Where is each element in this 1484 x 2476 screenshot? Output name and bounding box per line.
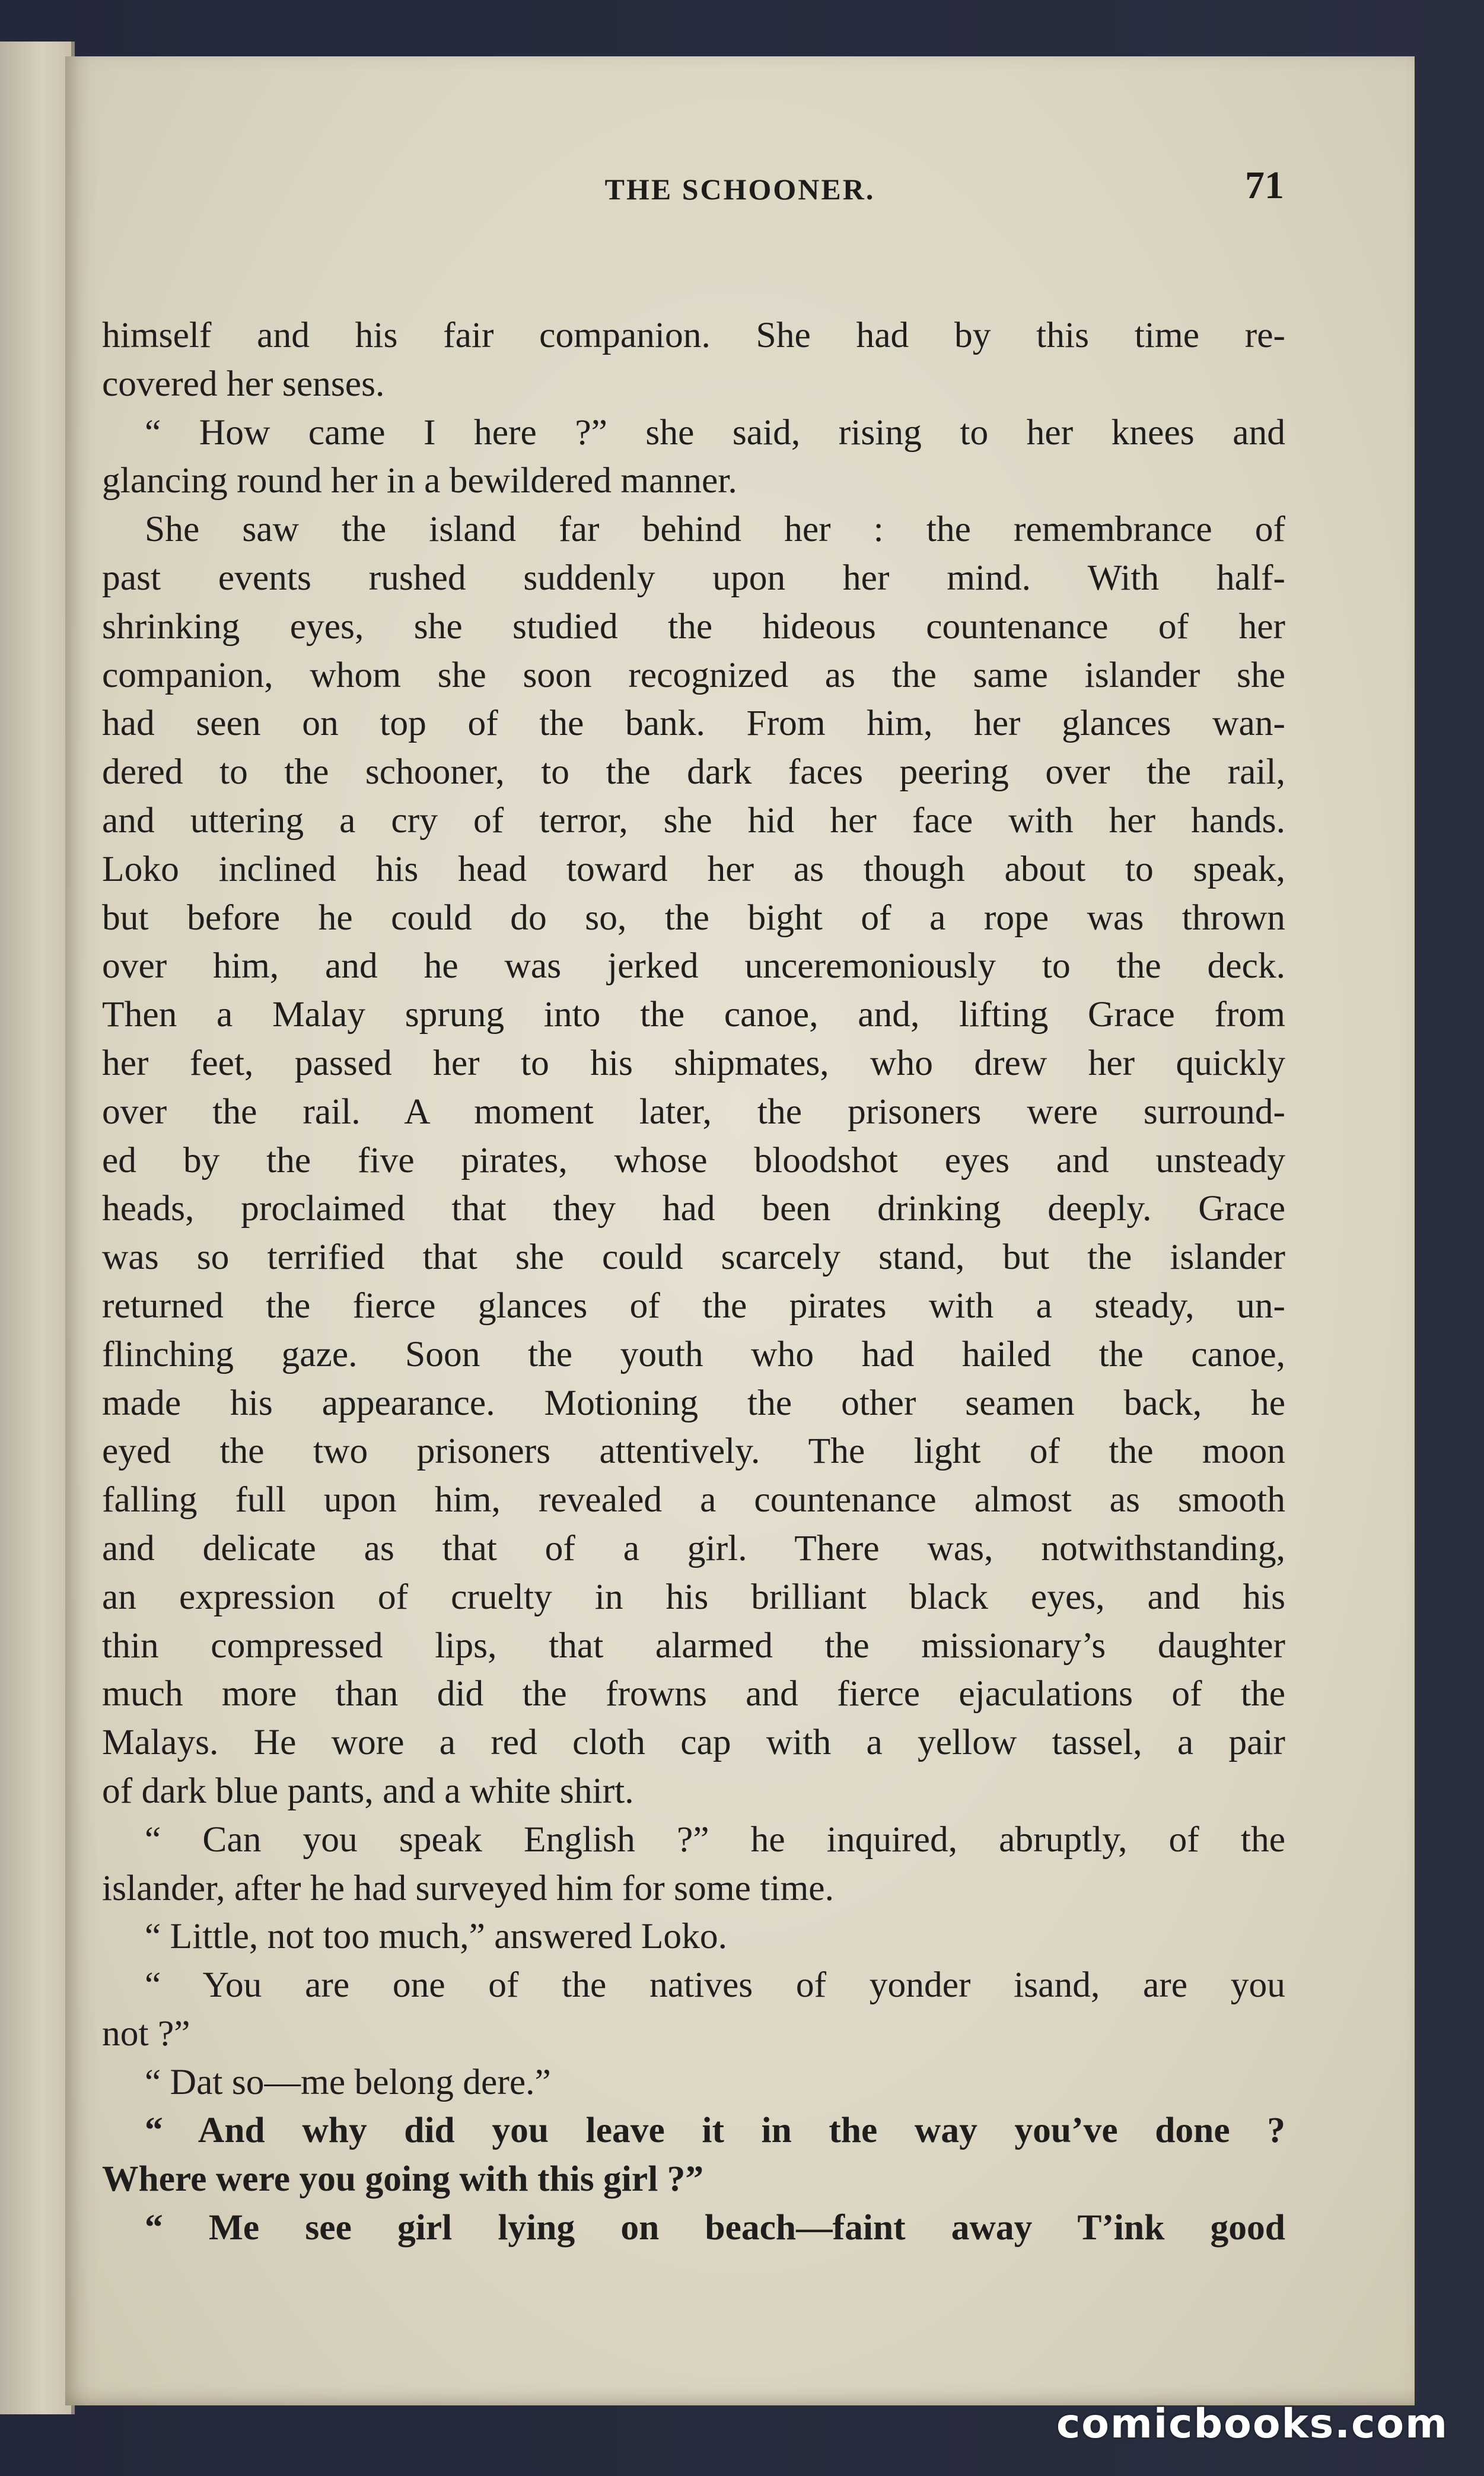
text-line: was so terrified that she could scarcely stand, but the islander	[102, 1237, 1285, 1278]
text-line: much more than did the frowns and fierce ejaculations of the	[102, 1673, 1285, 1714]
text-line: shrinking eyes, she studied the hideous countenance of her	[102, 606, 1285, 647]
running-head: THE SCHOONER.	[604, 173, 875, 206]
text-line: Where were you going with this girl ?”	[102, 2159, 704, 2200]
text-line: had seen on top of the bank. From him, her glances wan-	[102, 703, 1285, 744]
text-line: “ Can you speak English ?” he inquired, abruptly, of the	[145, 1819, 1285, 1860]
text-line: ed by the five pirates, whose bloodshot eyes and unsteady	[102, 1140, 1285, 1180]
text-line: falling full upon him, revealed a countenance almost as smooth	[102, 1479, 1285, 1520]
text-line: past events rushed suddenly upon her mind. With half-	[102, 557, 1285, 598]
text-line: glancing round her in a bewildered manner.	[102, 460, 737, 501]
text-line: an expression of cruelty in his brilliant black eyes, and his	[102, 1576, 1285, 1617]
text-line: islander, after he had surveyed him for some time.	[102, 1867, 834, 1908]
text-line: her feet, passed her to his shipmates, who drew her quickly	[102, 1042, 1285, 1083]
text-line: flinching gaze. Soon the youth who had hailed the canoe,	[102, 1334, 1285, 1374]
text-line: “ And why did you leave it in the way you’ve done ?	[145, 2110, 1285, 2151]
page-number: 71	[1245, 164, 1284, 207]
text-line: over the rail. A moment later, the prisoners were surround-	[102, 1091, 1285, 1132]
text-line: Malays. He wore a red cloth cap with a yellow tassel, a pair	[102, 1722, 1285, 1763]
text-line: thin compressed lips, that alarmed the missionary’s daughter	[102, 1625, 1285, 1666]
text-line: covered her senses.	[102, 363, 385, 404]
site-watermark: comicbooks.com	[1056, 2401, 1448, 2448]
text-line: returned the fierce glances of the pirates with a steady, un-	[102, 1285, 1285, 1326]
text-line: companion, whom she soon recognized as the same islander she	[102, 654, 1285, 695]
text-line: “ You are one of the natives of yonder isand, are you	[145, 1965, 1285, 2006]
text-line: heads, proclaimed that they had been drinking deeply. Grace	[102, 1188, 1285, 1229]
text-line: dered to the schooner, to the dark faces peering over the rail,	[102, 752, 1285, 793]
previous-page-edge	[0, 42, 75, 2414]
text-line: She saw the island far behind her : the remembrance of	[145, 509, 1285, 550]
text-line: “ Dat so—me belong dere.”	[145, 2061, 551, 2102]
body-text	[102, 311, 1285, 2252]
text-line: “ Me see girl lying on beach—faint away T’ink good	[145, 2207, 1285, 2248]
text-line: over him, and he was jerked unceremoniously to the deck.	[102, 946, 1285, 986]
text-line: himself and his fair companion. She had by this time re-	[102, 315, 1285, 355]
text-line: Loko inclined his head toward her as though about to speak,	[102, 848, 1285, 889]
text-line: eyed the two prisoners attentively. The light of the moon	[102, 1431, 1285, 1472]
text-line: “ How came I here ?” she said, rising to her knees and	[145, 412, 1285, 453]
text-line: not ?”	[102, 2013, 190, 2054]
text-line: Then a Malay sprung into the canoe, and, lifting Grace from	[102, 994, 1285, 1035]
text-line: and delicate as that of a girl. There was, notwithstanding,	[102, 1527, 1285, 1568]
text-line: but before he could do so, the bight of a rope was thrown	[102, 897, 1285, 938]
text-line: made his appearance. Motioning the other seamen back, he	[102, 1382, 1285, 1423]
book-page	[65, 56, 1415, 2405]
text-line: “ Little, not too much,” answered Loko.	[145, 1916, 728, 1957]
text-line: and uttering a cry of terror, she hid her face with her hands.	[102, 800, 1285, 841]
text-line: of dark blue pants, and a white shirt.	[102, 1770, 634, 1811]
